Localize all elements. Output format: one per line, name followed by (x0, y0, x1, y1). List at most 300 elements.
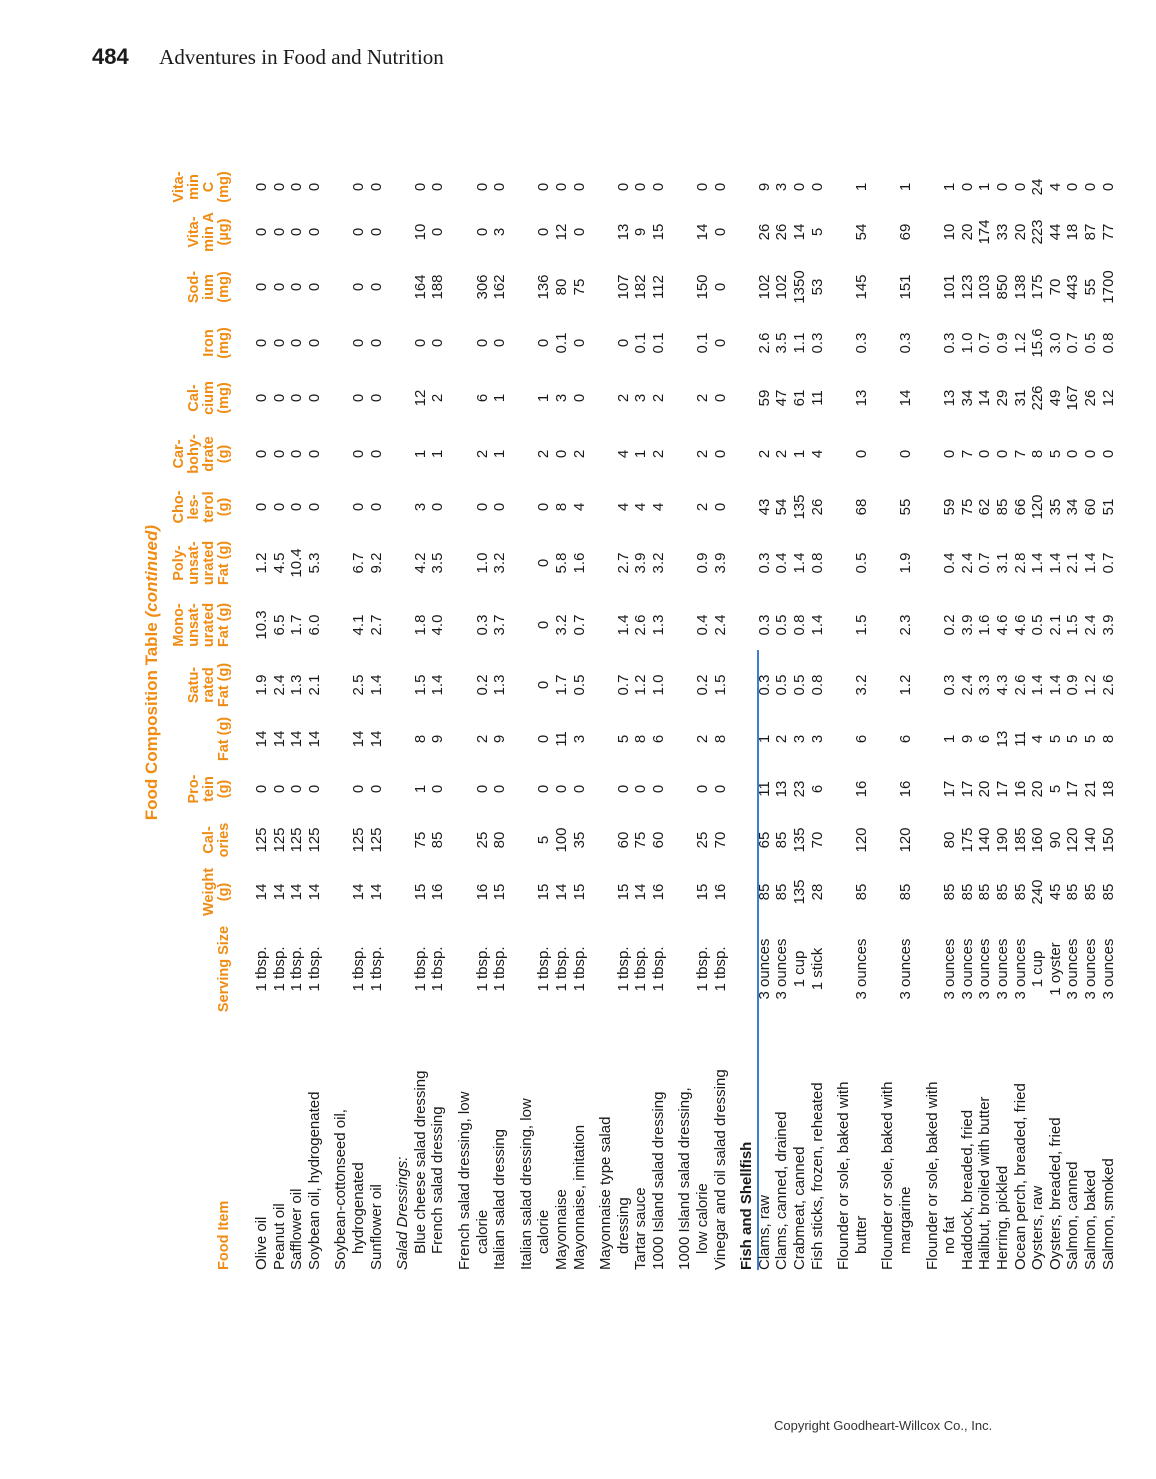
value-cell: 12 (552, 223, 570, 241)
value-cell: 1.0 (958, 332, 976, 354)
table-row (553, 180, 571, 1270)
value-cell: 3.9 (711, 552, 729, 574)
value-cell: 0 (429, 784, 447, 794)
value-cell: 2.1 (1046, 614, 1064, 636)
food-item-cell: Herring, pickled (993, 1165, 1011, 1270)
value-cell: 2 (473, 449, 491, 459)
value-cell: 16 (473, 883, 491, 901)
value-cell: 0 (535, 784, 553, 794)
value-cell: 0 (270, 338, 288, 348)
value-cell: 0 (288, 784, 306, 794)
value-cell: 0 (1064, 182, 1082, 192)
value-cell: 14 (288, 730, 306, 748)
value-cell: 0 (852, 449, 870, 459)
food-item-cell: Peanut oil (270, 1203, 288, 1270)
value-cell: 0.8 (1099, 332, 1117, 354)
value-cell: 4 (1029, 734, 1047, 744)
value-cell: 14 (270, 883, 288, 901)
value-cell: 1 tbsp. (632, 946, 650, 992)
value-cell: 10 (411, 223, 429, 241)
value-cell: 107 (614, 274, 632, 300)
value-cell: 0 (349, 338, 367, 348)
value-cell: 1.4 (1046, 674, 1064, 696)
value-cell: 25 (694, 831, 712, 849)
value-cell: 1 tbsp. (270, 946, 288, 992)
value-cell: 0 (270, 502, 288, 512)
value-cell: 26 (755, 223, 773, 241)
value-cell: 0 (535, 502, 553, 512)
value-cell: 0 (1099, 182, 1117, 192)
value-cell: 0 (535, 734, 553, 744)
value-cell: 0 (473, 182, 491, 192)
value-cell: 4 (649, 502, 667, 512)
value-cell: 0 (941, 449, 959, 459)
value-cell: 2 (773, 449, 791, 459)
row-gap (915, 180, 924, 1270)
value-cell: 13 (852, 389, 870, 407)
table-row (712, 180, 730, 1270)
value-cell: 6 (808, 784, 826, 794)
value-cell: 26 (1081, 389, 1099, 407)
value-cell: 120 (852, 827, 870, 853)
value-cell: 1.8 (411, 614, 429, 636)
value-cell: 1.4 (1046, 552, 1064, 574)
table-row (271, 180, 289, 1270)
value-cell: 102 (773, 274, 791, 300)
value-cell: 16 (649, 883, 667, 901)
value-cell: 1 (632, 449, 650, 459)
value-cell: 0 (253, 393, 270, 403)
value-cell: 3 ounces (897, 938, 914, 1000)
value-cell: 2 (755, 449, 773, 459)
value-cell: 6 (649, 734, 667, 744)
value-cell: 16 (429, 883, 447, 901)
value-cell: 9 (958, 734, 976, 744)
value-cell: 125 (253, 827, 270, 853)
value-cell: 54 (773, 498, 791, 516)
value-cell: 0 (367, 784, 385, 794)
food-composition-table (140, 171, 1117, 1270)
value-cell: 8 (711, 734, 729, 744)
column-header-7: Mono- unsat- urated Fat (g) (171, 602, 232, 648)
value-cell: 1.7 (288, 614, 306, 636)
food-item-cell: Crabmeat, canned (791, 1146, 809, 1270)
value-cell: 8 (552, 502, 570, 512)
column-header-0: Food Item (216, 1200, 232, 1270)
column-header-13: Sod- ium (mg) (186, 270, 232, 304)
value-cell: 4.0 (429, 614, 447, 636)
value-cell: 120 (897, 827, 914, 853)
value-cell: 24 (1029, 178, 1047, 196)
food-item-cell: calorie (473, 1209, 491, 1254)
value-cell: 0.5 (1029, 614, 1047, 636)
food-item-cell: French salad dressing (429, 1106, 447, 1254)
value-cell: 5 (808, 227, 826, 237)
value-cell: 1 (491, 449, 509, 459)
value-cell: 75 (570, 278, 588, 296)
value-cell: 15.6 (1029, 328, 1047, 358)
value-cell: 0 (1081, 449, 1099, 459)
value-cell: 0 (976, 449, 994, 459)
value-cell: 135 (791, 827, 809, 853)
value-cell: 1.5 (711, 674, 729, 696)
value-cell: 9 (491, 734, 509, 744)
value-cell: 14 (552, 883, 570, 901)
value-cell: 0 (367, 227, 385, 237)
value-cell: 90 (1046, 831, 1064, 849)
value-cell: 0.1 (694, 332, 712, 354)
value-cell: 1.4 (614, 614, 632, 636)
value-cell: 0 (535, 338, 553, 348)
value-cell: 4.2 (411, 552, 429, 574)
value-cell: 1 tbsp. (349, 946, 367, 992)
value-cell: 3 (411, 502, 429, 512)
value-cell: 3 (632, 393, 650, 403)
value-cell: 14 (305, 730, 323, 748)
column-header-5: Fat (g) (216, 716, 232, 762)
value-cell: 1.9 (253, 674, 270, 696)
table-row (694, 180, 712, 1270)
value-cell: 25 (473, 831, 491, 849)
food-item-cell: Clams, canned, drained (773, 1111, 791, 1270)
section-heading (738, 180, 756, 1270)
food-item-cell: Flounder or sole, baked with (923, 1081, 941, 1270)
value-cell: 1700 (1099, 270, 1117, 304)
value-cell: 0 (288, 338, 306, 348)
value-cell: 1 tbsp. (305, 946, 323, 992)
value-cell: 1 tbsp. (288, 946, 306, 992)
value-cell: 0.3 (755, 614, 773, 636)
page-header (92, 44, 444, 78)
value-cell: 3 ounces (1011, 938, 1029, 1000)
value-cell: 190 (993, 827, 1011, 853)
value-cell: 13 (941, 389, 959, 407)
food-item-cell: Olive oil (253, 1216, 270, 1270)
value-cell: 0 (253, 282, 270, 292)
value-cell: 2 (773, 734, 791, 744)
row-gap (509, 180, 518, 1270)
value-cell: 0.5 (852, 552, 870, 574)
value-cell: 20 (958, 223, 976, 241)
value-cell: 0 (632, 784, 650, 794)
table-title-continued: (continued) (142, 525, 161, 618)
value-cell: 53 (808, 278, 826, 296)
value-cell: 3 ounces (1099, 938, 1117, 1000)
table-row (456, 180, 474, 1270)
value-cell: 125 (367, 827, 385, 853)
column-header-8: Poly- unsat- urated Fat (g) (171, 540, 232, 586)
value-cell: 0 (694, 182, 712, 192)
value-cell: 0 (288, 393, 306, 403)
value-cell: 3 ounces (976, 938, 994, 1000)
value-cell: 1 stick (808, 947, 826, 991)
value-cell: 5.3 (305, 552, 323, 574)
value-cell: 0 (305, 338, 323, 348)
food-item-cell: dressing (614, 1197, 632, 1254)
table-row (535, 180, 553, 1270)
value-cell: 125 (349, 827, 367, 853)
value-cell: 2 (649, 393, 667, 403)
value-cell: 1 (941, 734, 959, 744)
value-cell: 0 (711, 338, 729, 348)
value-cell: 125 (270, 827, 288, 853)
value-cell: 0.7 (976, 552, 994, 574)
table-row (941, 180, 959, 1270)
food-item-cell: calorie (535, 1209, 553, 1254)
value-cell: 70 (711, 831, 729, 849)
value-cell: 1 tbsp. (253, 946, 270, 992)
value-cell: 2.6 (755, 332, 773, 354)
value-cell: 15 (491, 883, 509, 901)
value-cell: 6.0 (305, 614, 323, 636)
value-cell: 0 (305, 784, 323, 794)
value-cell: 0.5 (773, 614, 791, 636)
value-cell: 0 (552, 182, 570, 192)
food-item-cell: Salmon, baked (1081, 1169, 1099, 1270)
value-cell: 1.2 (1081, 674, 1099, 696)
value-cell: 34 (1064, 498, 1082, 516)
value-cell: 0 (473, 784, 491, 794)
table-row (897, 180, 915, 1270)
table-row (518, 180, 536, 1270)
value-cell: 0.8 (808, 674, 826, 696)
value-cell: 31 (1011, 389, 1029, 407)
value-cell: 4.6 (1011, 614, 1029, 636)
value-cell: 3 ounces (1064, 938, 1082, 1000)
value-cell: 6 (897, 734, 914, 744)
table-row (756, 180, 774, 1270)
value-cell: 0 (253, 502, 270, 512)
value-cell: 2.3 (897, 614, 914, 636)
value-cell: 13 (993, 730, 1011, 748)
value-cell: 0.3 (755, 552, 773, 574)
table-row (835, 180, 853, 1270)
value-cell: 0 (305, 449, 323, 459)
value-cell: 9 (429, 734, 447, 744)
value-cell: 3.9 (1099, 614, 1117, 636)
food-item-cell: Safflower oil (288, 1188, 306, 1270)
value-cell: 10.4 (288, 548, 306, 578)
value-cell: 0.9 (694, 552, 712, 574)
value-cell: 0 (473, 502, 491, 512)
food-item-cell: Soybean oil, hydrogenated (305, 1091, 323, 1270)
value-cell: 3.0 (1046, 332, 1064, 354)
value-cell: 5 (1081, 734, 1099, 744)
value-cell: 6 (473, 393, 491, 403)
value-cell: 1 tbsp. (649, 946, 667, 992)
value-cell: 1.9 (897, 552, 914, 574)
value-cell: 102 (755, 274, 773, 300)
value-cell: 44 (1046, 223, 1064, 241)
value-cell: 5 (1046, 784, 1064, 794)
food-item-cell: no fat (941, 1216, 959, 1254)
value-cell: 4 (614, 502, 632, 512)
value-cell: 0 (570, 338, 588, 348)
value-cell: 0 (367, 182, 385, 192)
value-cell: 59 (755, 389, 773, 407)
value-cell: 2 (614, 393, 632, 403)
value-cell: 75 (632, 831, 650, 849)
value-cell: 45 (1046, 883, 1064, 901)
value-cell: 2.4 (958, 552, 976, 574)
value-cell: 0 (429, 182, 447, 192)
value-cell: 4.3 (993, 674, 1011, 696)
value-cell: 0 (711, 502, 729, 512)
value-cell: 85 (993, 498, 1011, 516)
value-cell: 10.3 (253, 610, 270, 640)
value-cell: 7 (958, 449, 976, 459)
table-row (773, 180, 791, 1270)
value-cell: 8 (1029, 449, 1047, 459)
column-header-10: Car- bohy- drate (g) (171, 434, 232, 474)
value-cell: 18 (1064, 223, 1082, 241)
table-row (676, 180, 694, 1270)
value-cell: 0 (349, 449, 367, 459)
table-row (791, 180, 809, 1270)
value-cell: 175 (958, 827, 976, 853)
value-cell: 2 (694, 502, 712, 512)
value-cell: 85 (852, 883, 870, 901)
value-cell: 2.8 (1011, 552, 1029, 574)
value-cell: 2.4 (711, 614, 729, 636)
value-cell: 3.5 (429, 552, 447, 574)
column-header-15: Vita- min C (mg) (171, 171, 232, 203)
table-row (412, 180, 430, 1270)
value-cell: 167 (1064, 385, 1082, 411)
value-cell: 61 (791, 389, 809, 407)
value-cell: 14 (897, 389, 914, 407)
value-cell: 3.2 (491, 552, 509, 574)
food-item-cell: Fish and Shellfish (738, 1141, 756, 1270)
value-cell: 1 tbsp. (552, 946, 570, 992)
food-item-cell: Sunflower oil (367, 1184, 385, 1270)
value-cell: 160 (1029, 827, 1047, 853)
value-cell: 0 (349, 784, 367, 794)
value-cell: 1 tbsp. (614, 946, 632, 992)
value-cell: 3 ounces (958, 938, 976, 1000)
value-cell: 0 (535, 227, 553, 237)
value-cell: 1.6 (570, 552, 588, 574)
table-row (368, 180, 386, 1270)
value-cell: 26 (773, 223, 791, 241)
value-cell: 0 (367, 449, 385, 459)
value-cell: 182 (632, 274, 650, 300)
value-cell: 0.1 (552, 332, 570, 354)
value-cell: 29 (993, 389, 1011, 407)
value-cell: 0 (570, 227, 588, 237)
value-cell: 75 (958, 498, 976, 516)
value-cell: 0.3 (852, 332, 870, 354)
value-cell: 11 (755, 781, 773, 797)
copyright-notice: Copyright Goodheart-Willcox Co., Inc. (774, 1418, 993, 1433)
value-cell: 3.7 (491, 614, 509, 636)
table-body (253, 180, 1117, 1270)
value-cell: 1 cup (1029, 950, 1047, 988)
value-cell: 65 (755, 831, 773, 849)
value-cell: 4 (632, 502, 650, 512)
table-row (924, 180, 942, 1270)
value-cell: 140 (976, 827, 994, 853)
value-cell: 150 (694, 274, 712, 300)
food-item-cell: Italian salad dressing (491, 1129, 509, 1270)
value-cell: 306 (473, 274, 491, 300)
value-cell: 0 (253, 784, 270, 794)
value-cell: 3 ounces (755, 938, 773, 1000)
table-row (976, 180, 994, 1270)
food-item-cell: margarine (897, 1186, 914, 1254)
food-item-cell: 1000 Island salad dressing, (676, 1087, 694, 1270)
value-cell: 14 (253, 883, 270, 901)
value-cell: 10 (941, 223, 959, 241)
value-cell: 0 (349, 282, 367, 292)
value-cell: 0 (491, 182, 509, 192)
value-cell: 0 (614, 338, 632, 348)
value-cell: 120 (1064, 827, 1082, 853)
value-cell: 100 (552, 827, 570, 853)
food-item-cell: 1000 Island salad dressing (649, 1091, 667, 1270)
food-item-cell: Flounder or sole, baked with (835, 1081, 853, 1270)
value-cell: 11 (552, 731, 570, 747)
value-cell: 85 (1081, 883, 1099, 901)
value-cell: 15 (535, 883, 553, 901)
value-cell: 3 ounces (773, 938, 791, 1000)
value-cell: 11 (808, 390, 826, 406)
value-cell: 55 (897, 498, 914, 516)
value-cell: 5 (1064, 734, 1082, 744)
value-cell: 0 (253, 182, 270, 192)
value-cell: 0.2 (473, 674, 491, 696)
column-header-11: Cal- cium (mg) (186, 381, 232, 415)
value-cell: 240 (1029, 879, 1047, 905)
value-cell: 3 (552, 393, 570, 403)
value-cell: 69 (897, 223, 914, 241)
value-cell: 0 (711, 393, 729, 403)
value-cell: 15 (411, 883, 429, 901)
value-cell: 135 (791, 879, 809, 905)
column-header-1: Serving Size (216, 925, 232, 1013)
value-cell: 1 (976, 182, 994, 192)
value-cell: 0 (791, 182, 809, 192)
food-item-cell: Oysters, raw (1029, 1185, 1047, 1270)
value-cell: 7 (1011, 449, 1029, 459)
food-item-cell: Blue cheese salad dressing (411, 1070, 429, 1254)
table-row (809, 180, 827, 1270)
value-cell: 70 (808, 831, 826, 849)
value-cell: 0 (367, 282, 385, 292)
value-cell: 0 (305, 282, 323, 292)
value-cell: 15 (649, 223, 667, 241)
value-cell: 0 (1064, 449, 1082, 459)
value-cell: 0.7 (570, 614, 588, 636)
value-cell: 0 (614, 182, 632, 192)
value-cell: 1.4 (1029, 674, 1047, 696)
value-cell: 0.2 (941, 614, 959, 636)
value-cell: 3.3 (976, 674, 994, 696)
value-cell: 6.5 (270, 614, 288, 636)
value-cell: 0.4 (694, 614, 712, 636)
value-cell: 2.1 (305, 674, 323, 696)
value-cell: 0 (711, 282, 729, 292)
value-cell: 1.0 (649, 674, 667, 696)
value-cell: 85 (958, 883, 976, 901)
value-cell: 1 (535, 393, 553, 403)
table-row (350, 180, 368, 1270)
value-cell: 0 (993, 449, 1011, 459)
value-cell: 4 (614, 449, 632, 459)
value-cell: 80 (491, 831, 509, 849)
value-cell: 1.2 (253, 552, 270, 574)
food-item-cell: Oysters, breaded, fried (1046, 1117, 1064, 1270)
